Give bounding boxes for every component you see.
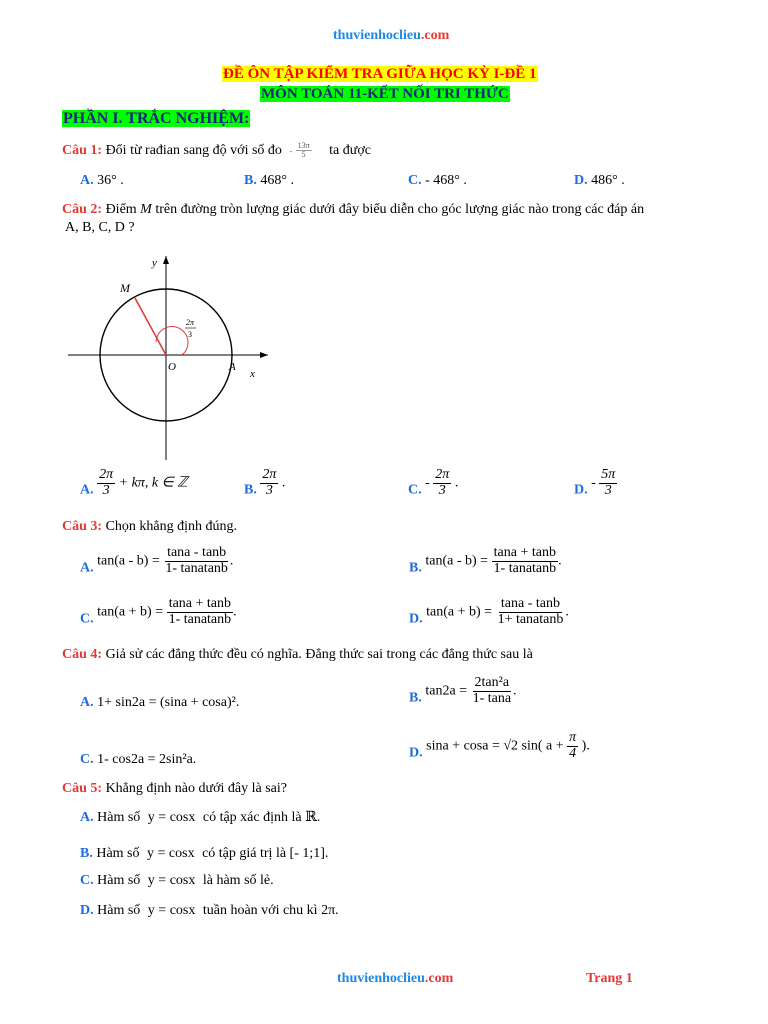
q4-option-a[interactable]: A. 1+ sin2a = (sina + cosa)². — [80, 695, 240, 710]
title-line-1: ĐỀ ÔN TẬP KIỂM TRA GIỮA HỌC KỲ I-ĐỀ 1 — [223, 66, 537, 82]
question-2-cont: A, B, C, D ? — [65, 220, 135, 235]
q4-option-d[interactable]: D. sina + cosa = √2 sin( a + $\frac{\pi}{4}$ ). — [409, 730, 590, 761]
x-axis-label: x — [250, 368, 255, 380]
q1-option-c[interactable]: C. - 468° . — [408, 173, 467, 188]
angle-num: 2π — [186, 318, 195, 327]
angle-den: 3 — [188, 330, 192, 339]
origin-label: O — [168, 361, 176, 373]
footer-site-name: thuvienhoclieu — [337, 971, 425, 986]
title-line-2: MÔN TOÁN 11-KẾT NỐI TRI THỨC — [261, 86, 509, 102]
question-2: Câu 2: Điểm M trên đường tròn lượng giác dưới đây biểu diễn cho góc lượng giác nào trong các đáp án — [62, 202, 645, 217]
footer-site[interactable] — [337, 971, 453, 987]
site-tld: .com — [420, 28, 450, 43]
q2-option-c[interactable]: C. - $\frac{2\pi}{3}$ . — [408, 467, 459, 498]
q4-option-b[interactable]: B. tan2a = $\frac{\text{2tan²a}}{1- \tan a}$ . — [409, 675, 517, 706]
part-heading: PHẦN I. TRẮC NGHIỆM: — [63, 110, 250, 127]
q5-option-a[interactable]: A. Hàm số y = cosx có tập xác định là ℝ. — [80, 810, 321, 825]
q1-option-d[interactable]: D. 486° . — [574, 173, 625, 188]
q3-option-a[interactable]: A. tan(a - b) = $\frac{\tan a - \tan b}{\text{1- tanatanb}}$ . — [80, 545, 234, 576]
q1-option-a[interactable]: A. 36° . — [80, 173, 124, 188]
q5-option-d[interactable]: D. Hàm số y = cosx tuần hoàn với chu kì 2π. — [80, 903, 339, 918]
q3-option-c[interactable]: C. tan(a + b) = $\frac{\tan a + \tan b}{\text{1- tanatanb}}$ . — [80, 596, 237, 627]
q5-option-c[interactable]: C. Hàm số y = cosx là hàm số lẻ. — [80, 873, 274, 888]
page-number: Trang 1 — [586, 971, 633, 986]
question-4: Câu 4: Giả sử các đẳng thức đều có nghĩa. Đẳng thức sai trong các đẳng thức sau là — [62, 647, 533, 662]
point-m-label: M — [120, 281, 130, 295]
header-site[interactable] — [333, 28, 449, 44]
point-a-label: A — [229, 361, 236, 373]
q2-option-a[interactable]: A. $\frac{2\pi}{3}$ + kπ, k ∈ ℤ — [80, 467, 188, 498]
question-1: Câu 1: Đổi từ rađian sang độ với số đo - $\frac{13\pi}{5}$ ta được — [62, 141, 371, 160]
q1-fraction: $\frac{13\pi}{5}$ — [297, 141, 310, 160]
question-5: Câu 5: Khẳng định nào dưới đây là sai? — [62, 781, 287, 796]
q5-option-b[interactable]: B. Hàm số y = cosx có tập giá trị là [- 1;1]. — [80, 846, 329, 861]
q3-option-b[interactable]: B. tan(a - b) = $\frac{\tan a + \tan b}{\text{1- tanatanb}}$ . — [409, 545, 562, 576]
q2-option-d[interactable]: D. - $\frac{5\pi}{3}$ — [574, 467, 616, 498]
footer-site-tld: .com — [424, 971, 454, 986]
q2-option-b[interactable]: B. $\frac{2\pi}{3}$ . — [244, 467, 286, 498]
q3-option-d[interactable]: D. tan(a + b) = $\frac{\tan a - \tan b}{\text{1+ tanatanb}}$ . — [409, 596, 569, 627]
y-axis-label: y — [152, 257, 157, 269]
q1-option-b[interactable]: B. 468° . — [244, 173, 294, 188]
unit-circle-figure — [60, 252, 270, 462]
q4-option-c[interactable]: C. 1- cos2a = 2sin²a. — [80, 752, 197, 767]
site-name: thuvienhoclieu — [333, 28, 421, 43]
question-3: Câu 3: Chọn khẳng định đúng. — [62, 519, 238, 534]
